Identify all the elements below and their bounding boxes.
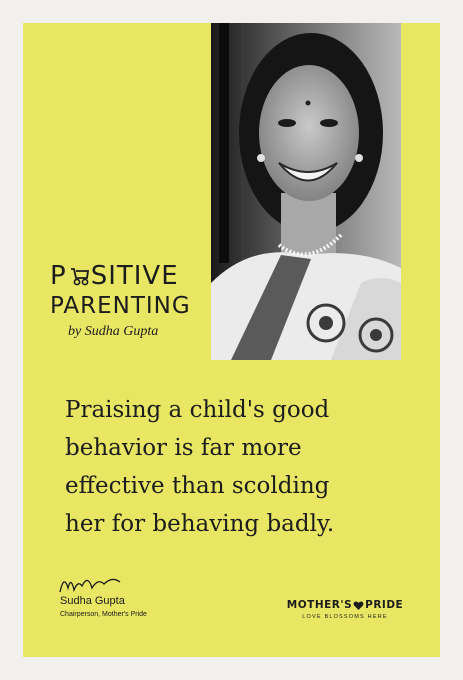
quote-line: Praising a child's good: [65, 397, 330, 423]
quote-line: effective than scolding: [65, 473, 330, 499]
signatory-title: Chairperson, Mother's Pride: [60, 611, 147, 618]
quote-line: her for behaving badly.: [65, 511, 335, 537]
brand-title-line2: PARENTING: [50, 293, 191, 319]
logo-left: MOTHER'S: [286, 599, 353, 611]
logo-right: PRIDE: [365, 599, 404, 611]
quote-line: behavior is far more: [65, 435, 302, 461]
logo-tagline: LOVE BLOSSOMS HERE: [302, 614, 388, 620]
brand-title-post: SITIVE: [90, 261, 179, 291]
brand-title-line1: [50, 263, 220, 289]
positive-parenting-logo: [50, 263, 220, 340]
brand-byline: by Sudha Gupta: [68, 324, 159, 339]
signatory-name: Sudha Gupta: [60, 595, 125, 607]
stroller-icon: [68, 265, 90, 287]
mothers-pride-logo: [285, 599, 405, 620]
quote-text: [65, 391, 415, 543]
portrait-photo: [211, 23, 401, 360]
logo-wordmark: [285, 599, 405, 611]
brand-title-pre: P: [50, 261, 67, 291]
poster: [23, 23, 440, 657]
heart-icon: [353, 600, 364, 611]
